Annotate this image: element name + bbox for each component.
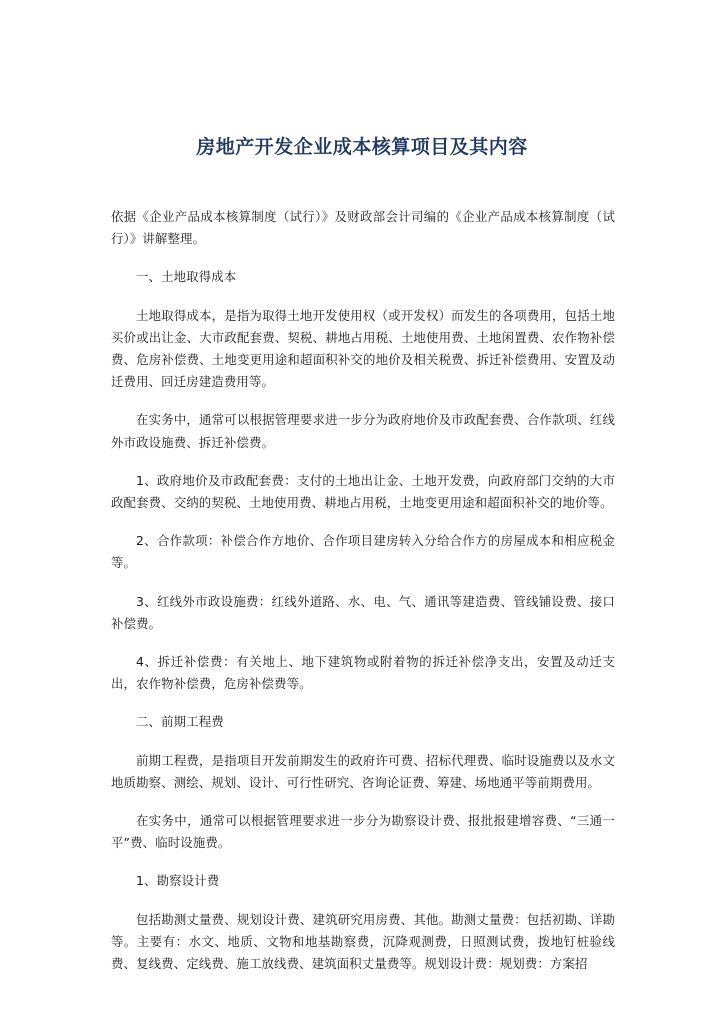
paragraph-offsite-municipal-fees: 3、红线外市政设施费：红线外道路、水、电、气、通讯等建造费、管线铺设费、接口补偿费。 [111, 593, 615, 631]
paragraph-land-cost-practice: 在实务中，通常可以根据管理要求进一步分为政府地价及市政配套费、合作款项、红线外市政设施费、拆迁补偿费。 [111, 412, 615, 450]
document-title: 房地产开发企业成本核算项目及其内容 [196, 136, 528, 158]
paragraph-cooperation-payments: 2、合作款项：补偿合作方地价、合作项目建房转入分给合作方的房屋成本和相应税金等。 [111, 533, 615, 571]
subheading-survey-design-fees: 1、勘察设计费 [136, 873, 220, 889]
paragraph-preliminary-costs-practice: 在实务中，通常可以根据管理要求进一步分为勘察设计费、报批报建增容费、“三通一平”费、临时设施费。 [111, 813, 615, 851]
paragraph-survey-design-details: 包括勘测丈量费、规划设计费、建筑研究用房费、其他。勘测丈量费：包括初勘、详勘等。主要有：水文、地质、文物和地基勘察费，沉降观测费，日照测试费，拨地钉桩验线费、复线费、定线费、施工放线费、建筑面积丈量费等。规划设计费：规划费：方案招 [111, 911, 615, 972]
paragraph-land-cost-definition: 土地取得成本，是指为取得土地开发使用权（或开发权）而发生的各项费用，包括土地买价或出让金、大市政配套费、契税、耕地占用税、土地使用费、土地闲置费、农作物补偿费、危房补偿费、土地变更用途和超面积补交的地价及相关税费、拆迁补偿费用、安置及动迁费用、回迁房建造费用等。 [111, 307, 615, 390]
section-heading-land-cost: 一、土地取得成本 [136, 269, 237, 285]
paragraph-demolition-compensation: 4、拆迁补偿费：有关地上、地下建筑物或附着物的拆迁补偿净支出，安置及动迁支出，农作物补偿费，危房补偿费等。 [111, 654, 615, 692]
section-heading-preliminary-costs: 二、前期工程费 [136, 714, 224, 730]
paragraph-government-land-price: 1、政府地价及市政配套费：支付的土地出让金、土地开发费，向政府部门交纳的大市政配套费、交纳的契税、土地使用费、耕地占用税，土地变更用途和超面积补交的地价等。 [111, 472, 615, 511]
paragraph-preliminary-costs-definition: 前期工程费，是指项目开发前期发生的政府许可费、招标代理费、临时设施费以及水文地质勘察、测绘、规划、设计、可行性研究、咨询论证费、筹建、场地通平等前期费用。 [111, 752, 615, 790]
document-body [111, 206, 615, 975]
intro-paragraph: 依据《企业产品成本核算制度（试行）》及财政部会计司编的《企业产品成本核算制度（试行）》讲解整理。 [111, 209, 615, 247]
